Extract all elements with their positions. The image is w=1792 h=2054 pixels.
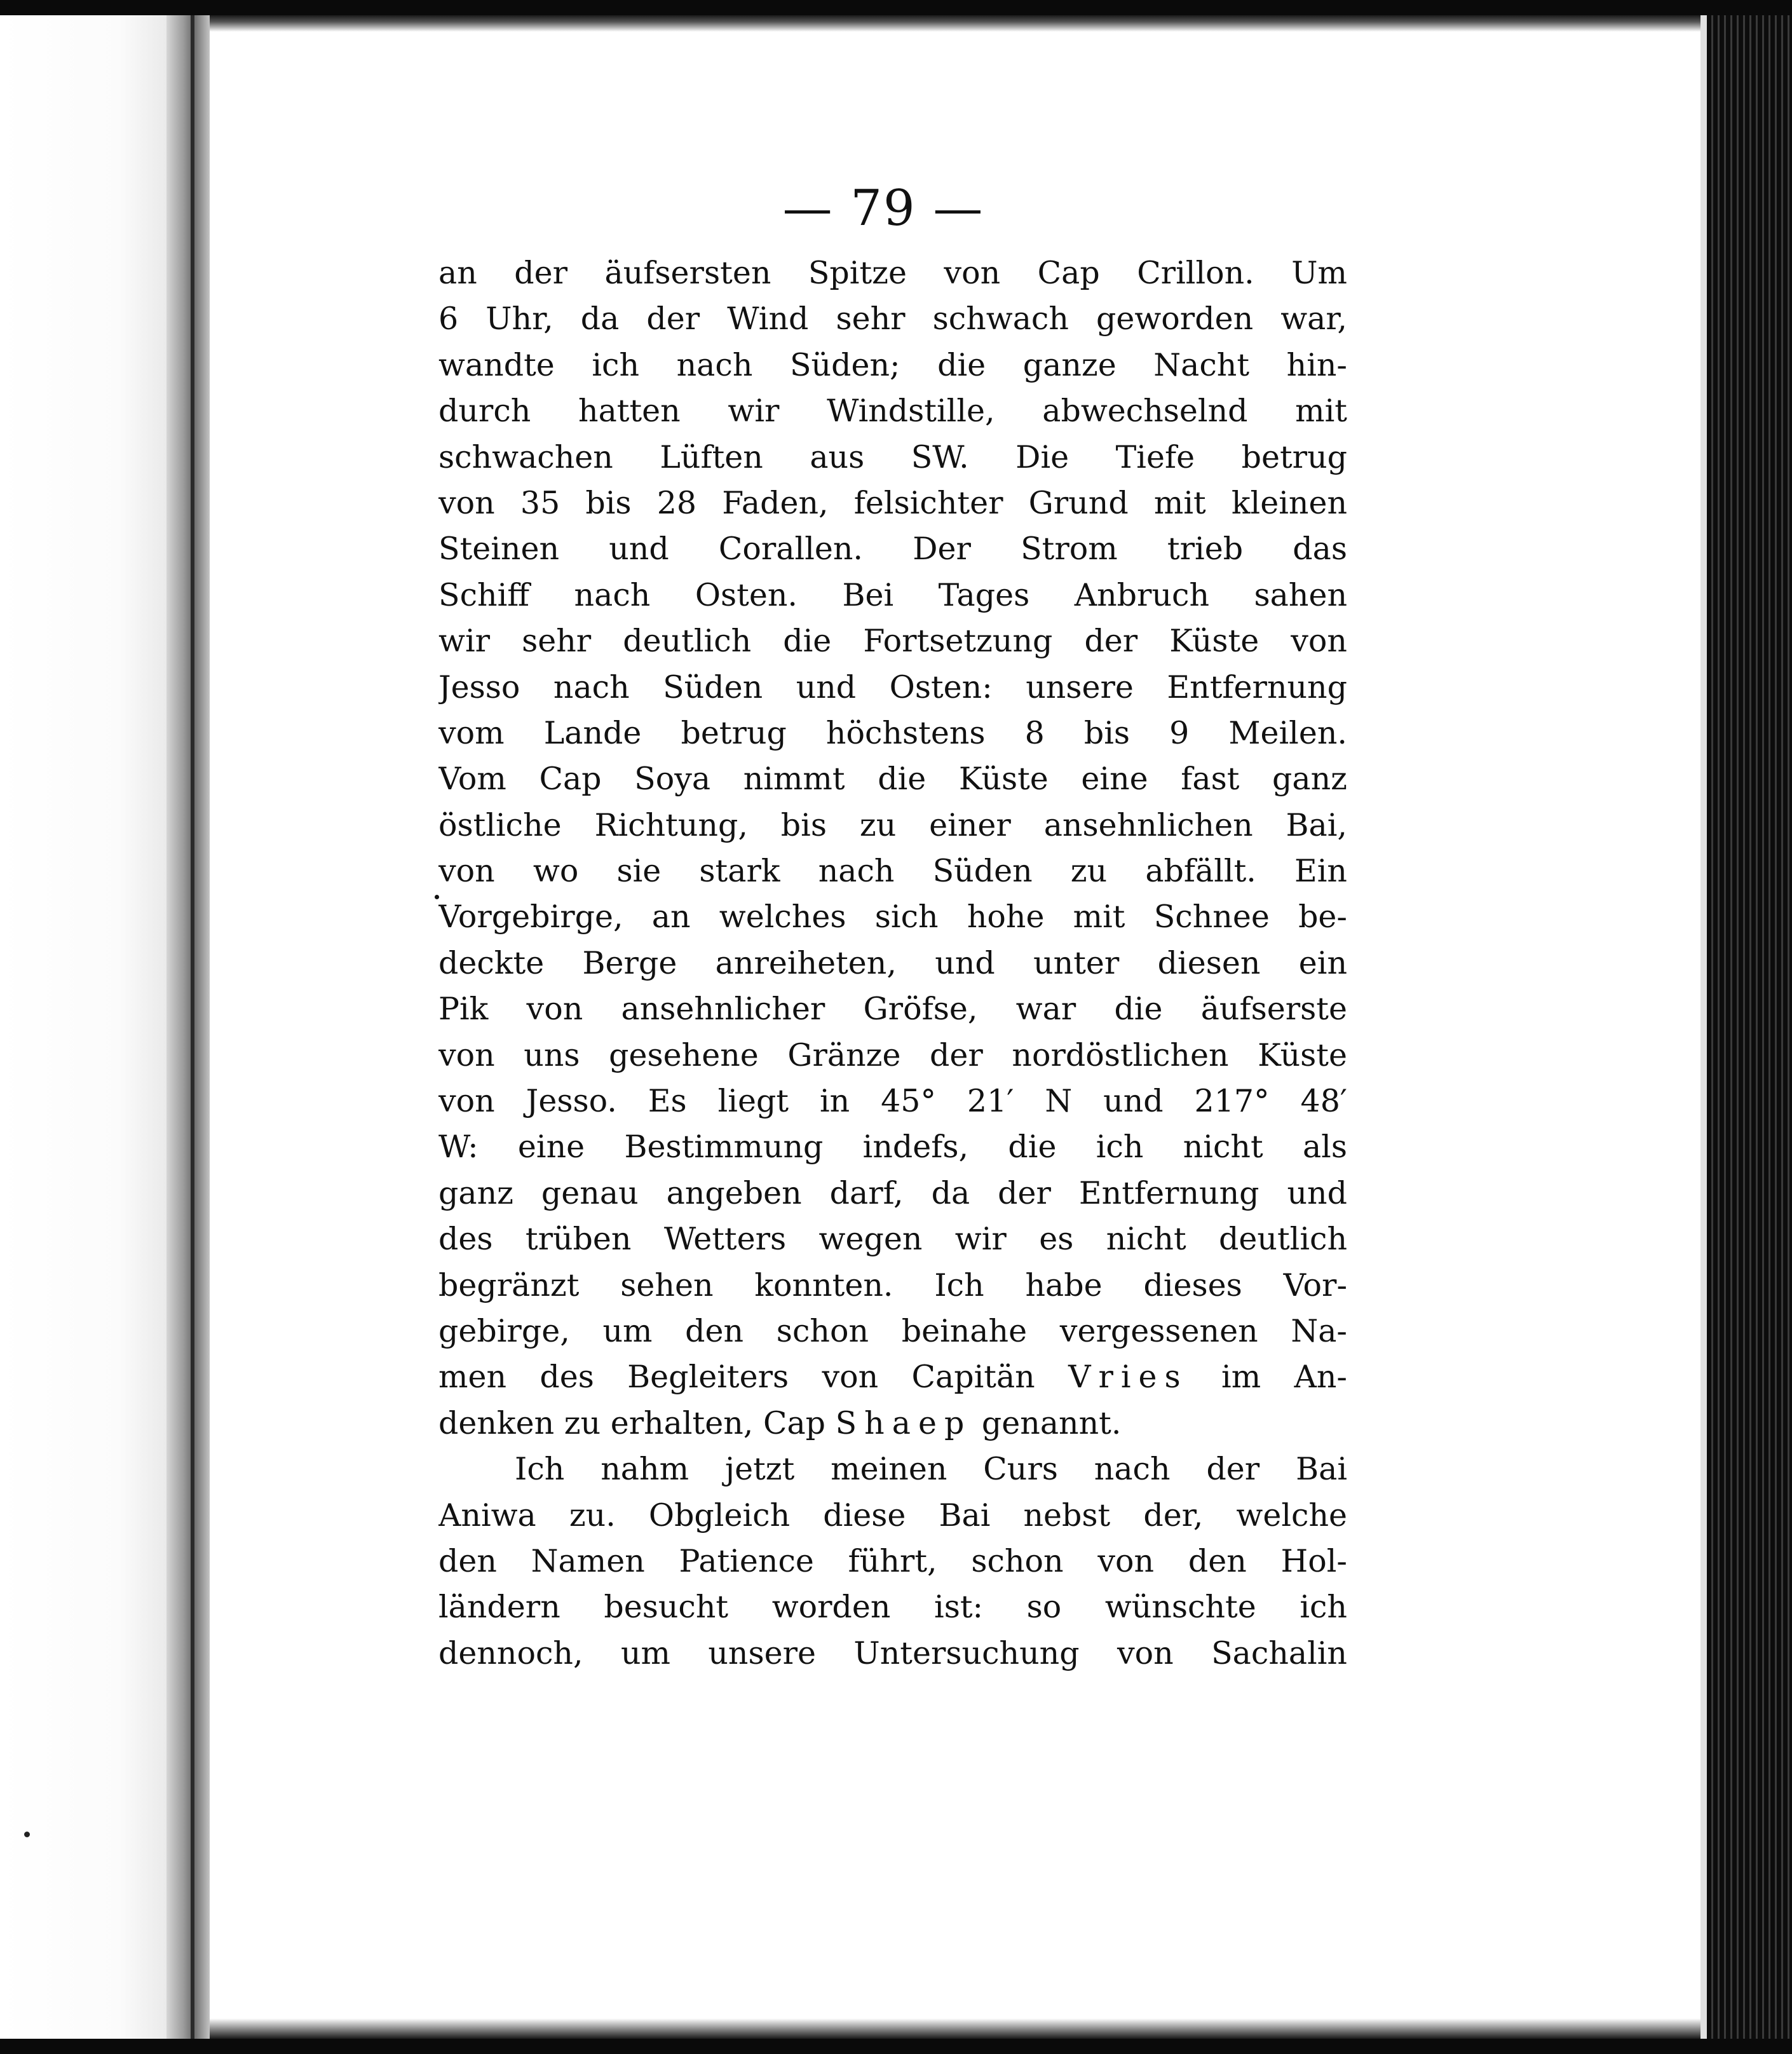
text-line: von 35 bis 28 Faden, felsichter Grund mit kleinen (438, 484, 1347, 521)
text-line: deckte Berge anreiheten, und unter diesen ein (438, 944, 1347, 981)
text-line: gebirge, um den schon beinahe vergessenen Na- (438, 1312, 1347, 1349)
text-line: östliche Richtung, bis zu einer ansehnlichen Bai, (438, 806, 1347, 843)
page-top-shadow (210, 15, 1707, 32)
text-line: des trüben Wetters wegen wir es nicht deutlich (438, 1221, 1347, 1258)
text-line: begränzt sehen konnten. Ich habe dieses Vor- (438, 1267, 1347, 1303)
scan-bottom-border (0, 2039, 1792, 2054)
text-line: von uns gesehene Gränze der nordöstlichen Küste (438, 1037, 1347, 1073)
text-fragment: genannt. (981, 1404, 1122, 1441)
text-fragment: im An- (1221, 1359, 1347, 1396)
text-line: an der äufsersten Spitze von Cap Crillon. Um (438, 255, 1347, 291)
page-bottom-shadow (210, 2018, 1707, 2039)
gutter-shadow-line (191, 15, 194, 2039)
text-line-with-name (438, 1354, 1347, 1400)
text-line: vom Lande betrug höchstens 8 bis 9 Meilen. (438, 714, 1347, 751)
spaced-name-shaep: Shaep (835, 1404, 972, 1441)
page-number: — 79 — (782, 180, 984, 237)
text-line: Steinen und Corallen. Der Strom trieb das (438, 531, 1347, 568)
text-line: wir sehr deutlich die Fortsetzung der Küste von (438, 623, 1347, 660)
text-line: Schiff nach Osten. Bei Tages Anbruch sahen (438, 576, 1347, 613)
scan-speck (24, 1832, 30, 1837)
text-line: den Namen Patience führt, schon von den Hol- (438, 1542, 1347, 1579)
left-page-edge (0, 15, 172, 2039)
text-line: Vom Cap Soya nimmt die Küste eine fast ganz (438, 761, 1347, 798)
text-line-with-name (438, 1401, 1347, 1446)
text-line: dennoch, um unsere Untersuchung von Sachalin (438, 1635, 1347, 1671)
text-line: von Jesso. Es liegt in 45° 21′ N und 217° 48′ (438, 1083, 1347, 1120)
paragraph-first-line: Ich nahm jetzt meinen Curs nach der Bai (515, 1451, 1347, 1488)
body-text (438, 250, 1347, 1677)
text-line: von wo sie stark nach Süden zu abfällt. Ein (438, 853, 1347, 890)
text-line: durch hatten wir Windstille, abwechselnd mit (438, 393, 1347, 430)
text-line: ganz genau angeben darf, da der Entfernung und (438, 1174, 1347, 1211)
text-fragment: denken zu erhalten, Cap (438, 1404, 826, 1441)
text-line: wandte ich nach Süden; die ganze Nacht hin- (438, 346, 1347, 383)
text-line: 6 Uhr, da der Wind sehr schwach geworden war, (438, 301, 1347, 337)
text-line: schwachen Lüften aus SW. Die Tiefe betrug (438, 439, 1347, 475)
text-line: Jesso nach Süden und Osten: unsere Entfernung (438, 669, 1347, 705)
text-line: Aniwa zu. Obgleich diese Bai nebst der, welche (438, 1497, 1347, 1534)
text-line: W: eine Bestimmung indefs, die ich nicht als (438, 1129, 1347, 1166)
text-line: Vorgebirge, an welches sich hohe mit Schnee be- (438, 899, 1347, 935)
page-stack-edge (1707, 15, 1792, 2039)
spaced-name-vries: Vries (1068, 1359, 1188, 1396)
text-line: Pik von ansehnlicher Gröfse, war die äufserste (438, 991, 1347, 1028)
text-line: ländern besucht worden ist: so wünschte ich (438, 1589, 1347, 1626)
text-fragment: men des Begleiters von Capitän (438, 1359, 1035, 1396)
scan-top-border (0, 0, 1792, 15)
